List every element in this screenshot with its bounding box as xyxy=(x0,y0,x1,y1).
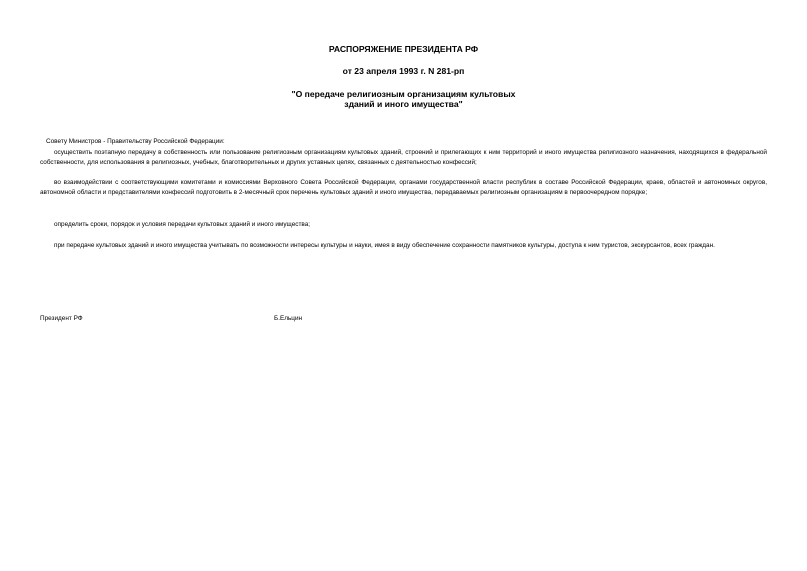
paragraph-2: во взаимодействии с соответствующими комитетами и комиссиями Верховного Совета Российской Федерации, органами государственной власти республик в составе Российской Федерации, краев, областей и автономных округов, автономной области и представителями конфессий подготовить в 2-месячный срок перечень культовых зданий и иного имущества, передаваемых религиозным организациям в первоочередном порядке; xyxy=(40,179,767,196)
document-heading: РАСПОРЯЖЕНИЕ ПРЕЗИДЕНТА РФ xyxy=(328,44,479,54)
document-subject-line-2: зданий и иного имущества" xyxy=(344,99,463,109)
signature-name: Б.Ельцин xyxy=(274,315,303,322)
document-subject xyxy=(0,89,807,109)
paragraph-4: при передаче культовых зданий и иного имущества учитывать по возможности интересы культуры и науки, имея в виду обеспечение сохранности памятников культуры, доступа к ним туристов, экскурсантов, всех граждан. xyxy=(54,242,715,249)
paragraph-3: определить сроки, порядок и условия передачи культовых зданий и иного имущества; xyxy=(54,221,311,228)
document-date: от 23 апреля 1993 г. N 281-рп xyxy=(342,66,465,76)
signature-title: Президент РФ xyxy=(40,315,83,322)
paragraph-1: осуществить поэтапную передачу в собственность или пользование религиозным организациям культовых зданий, строений и прилегающих к ним территорий и иного имущества религиозного назначения, находящихся в федеральной собственности, для использования в религиозных, учебных, благотворительных и других уставных целях, связанных с деятельностью конфессий; xyxy=(40,149,767,166)
addressee-line: Совету Министров - Правительству Российской Федерации: xyxy=(46,138,225,145)
document-subject-line-1: "О передаче религиозным организациям культовых xyxy=(291,89,516,99)
